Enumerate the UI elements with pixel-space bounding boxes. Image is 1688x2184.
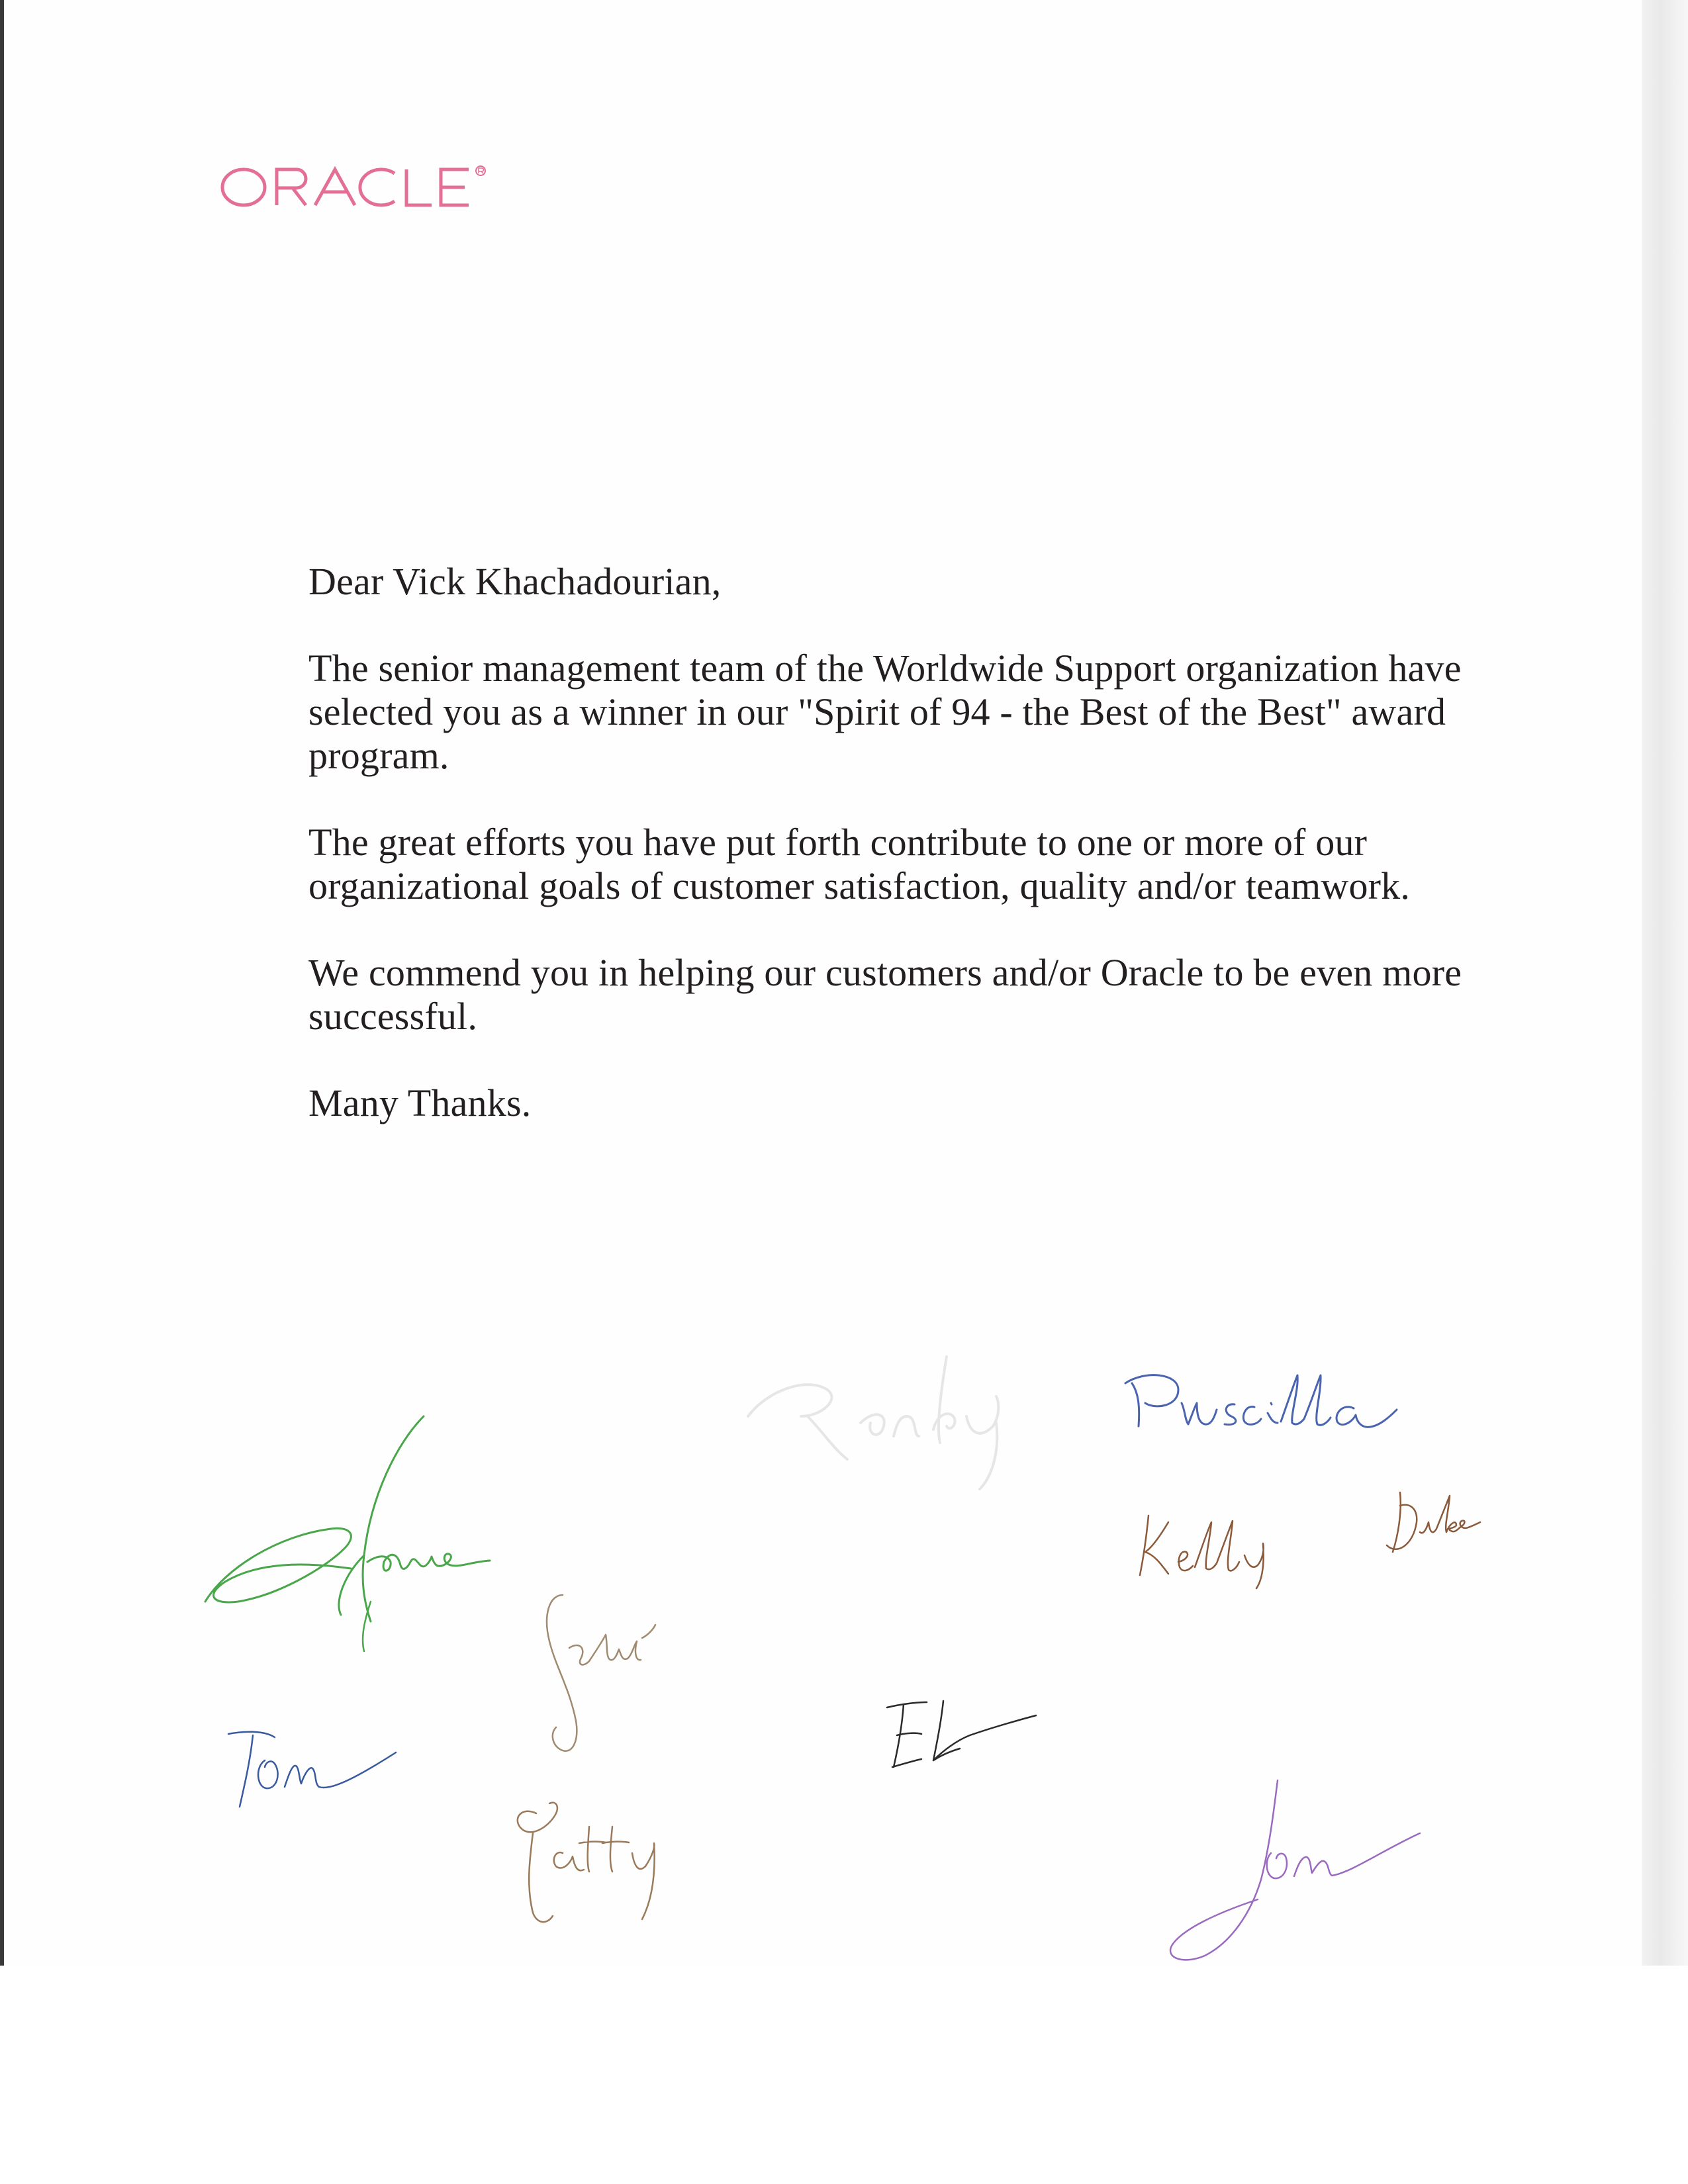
letter-body <box>308 560 1520 1168</box>
signature-elaine <box>199 1403 530 1655</box>
oracle-logo <box>218 158 496 217</box>
signature-kelly <box>1132 1502 1284 1595</box>
signature-ed <box>880 1694 1039 1780</box>
signature-tom <box>225 1721 404 1820</box>
signature-patty <box>510 1787 735 1933</box>
closing: Many Thanks. <box>308 1081 532 1124</box>
scan-left-edge <box>0 0 4 1966</box>
signature-jon <box>1158 1767 1436 1966</box>
scan-right-edge <box>1642 0 1688 1966</box>
salutation: Dear Vick Khachadourian, <box>308 560 722 603</box>
signature-randy <box>708 1317 1039 1502</box>
scan-bottom-margin <box>0 1966 1688 2184</box>
letter-paragraph: The senior management team of the Worldwide Support organization have selected you as a winner in our "Spirit of 94 - the Best of the Best" award program. <box>308 647 1462 777</box>
signature-steve <box>523 1588 695 1760</box>
letter-paragraph: We commend you in helping our customers and/or Oracle to be even more successful. <box>308 951 1462 1038</box>
signature-priscilla <box>1119 1363 1403 1443</box>
signature-duke <box>1383 1482 1483 1562</box>
letter-paragraph: The great efforts you have put forth contribute to one or more of our organizational goals of customer satisfaction, quality and/or teamwork. <box>308 821 1411 907</box>
